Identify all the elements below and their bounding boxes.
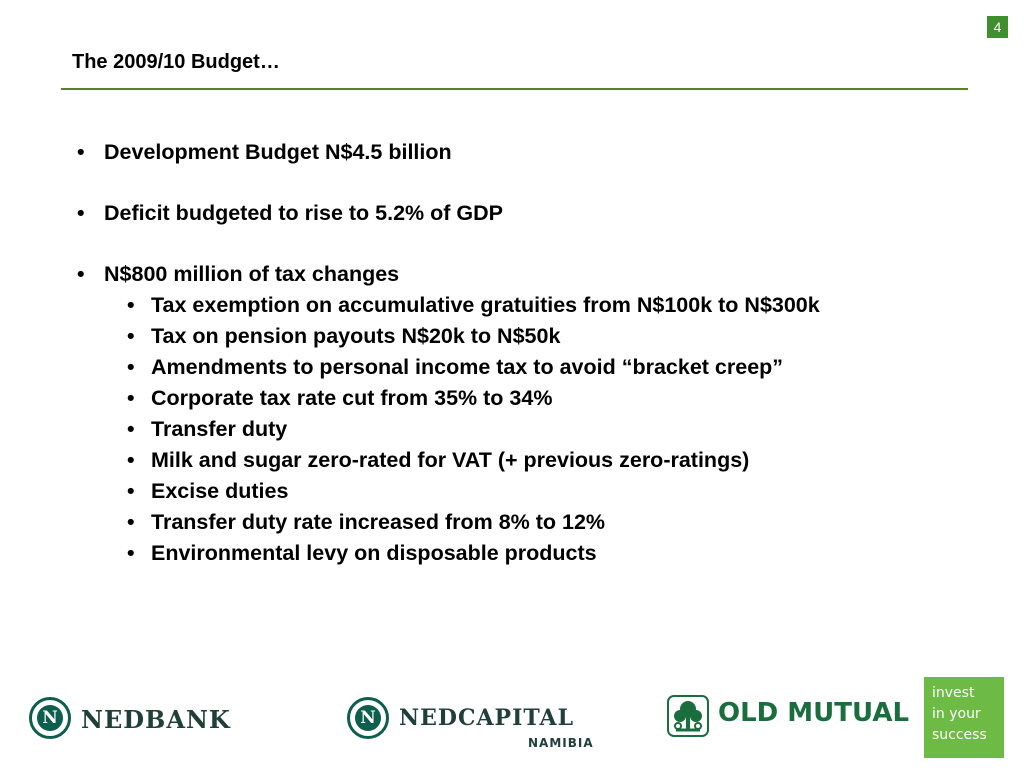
tagline-line: in your	[932, 706, 981, 722]
tagline-box	[924, 677, 1004, 758]
sub-bullet-text: Corporate tax rate cut from 35% to 34%	[151, 386, 553, 410]
tagline-line: success	[932, 727, 987, 743]
bullet-dot: •	[77, 201, 85, 225]
bullet-dot: •	[77, 140, 85, 164]
sub-bullet-text: Transfer duty	[151, 417, 288, 441]
bullet-dot: •	[127, 293, 135, 317]
bullet-dot: •	[127, 417, 135, 441]
bullet-dot: •	[127, 324, 135, 348]
bullet-text: Development Budget N$4.5 billion	[104, 140, 452, 164]
bullet-text: N$800 million of tax changes	[104, 262, 400, 286]
sub-bullet-text: Milk and sugar zero-rated for VAT (+ previous zero-ratings)	[151, 448, 750, 472]
page-number: 4	[987, 16, 1008, 38]
bullet-dot: •	[127, 510, 135, 534]
bullet-dot: •	[127, 448, 135, 472]
bullet-text: Deficit budgeted to rise to 5.2% of GDP	[104, 201, 503, 225]
sub-bullet-text: Transfer duty rate increased from 8% to 12%	[151, 510, 606, 534]
nedcapital-mark-icon	[347, 697, 389, 739]
nedcapital-region: NAMIBIA	[528, 736, 594, 750]
sub-bullet-text: Environmental levy on disposable products	[151, 541, 597, 565]
nedbank-mark-icon	[29, 697, 71, 739]
sub-bullet-text: Amendments to personal income tax to avoid “bracket creep”	[151, 355, 784, 379]
sub-bullet-text: Tax exemption on accumulative gratuities from N$100k to N$300k	[151, 293, 820, 317]
bullet-dot: •	[127, 479, 135, 503]
nedcapital-mark-letter: N	[360, 708, 376, 728]
nedcapital-logo: NEDCAPITAL	[399, 705, 575, 731]
tagline-line: invest	[932, 685, 975, 701]
nedbank-mark-letter: N	[42, 708, 58, 728]
slide-title: The 2009/10 Budget…	[72, 51, 280, 73]
old-mutual-tree-icon	[666, 694, 710, 738]
sub-bullet-text: Excise duties	[151, 479, 289, 503]
sub-bullet-text: Tax on pension payouts N$20k to N$50k	[151, 324, 561, 348]
bullet-dot: •	[127, 541, 135, 565]
footer-logos	[0, 670, 1024, 768]
nedbank-logo: NEDBANK	[81, 705, 231, 734]
bullet-dot: •	[127, 355, 135, 379]
bullet-dot: •	[77, 262, 85, 286]
bullet-dot: •	[127, 386, 135, 410]
old-mutual-logo: OLD MUTUAL	[718, 698, 910, 728]
